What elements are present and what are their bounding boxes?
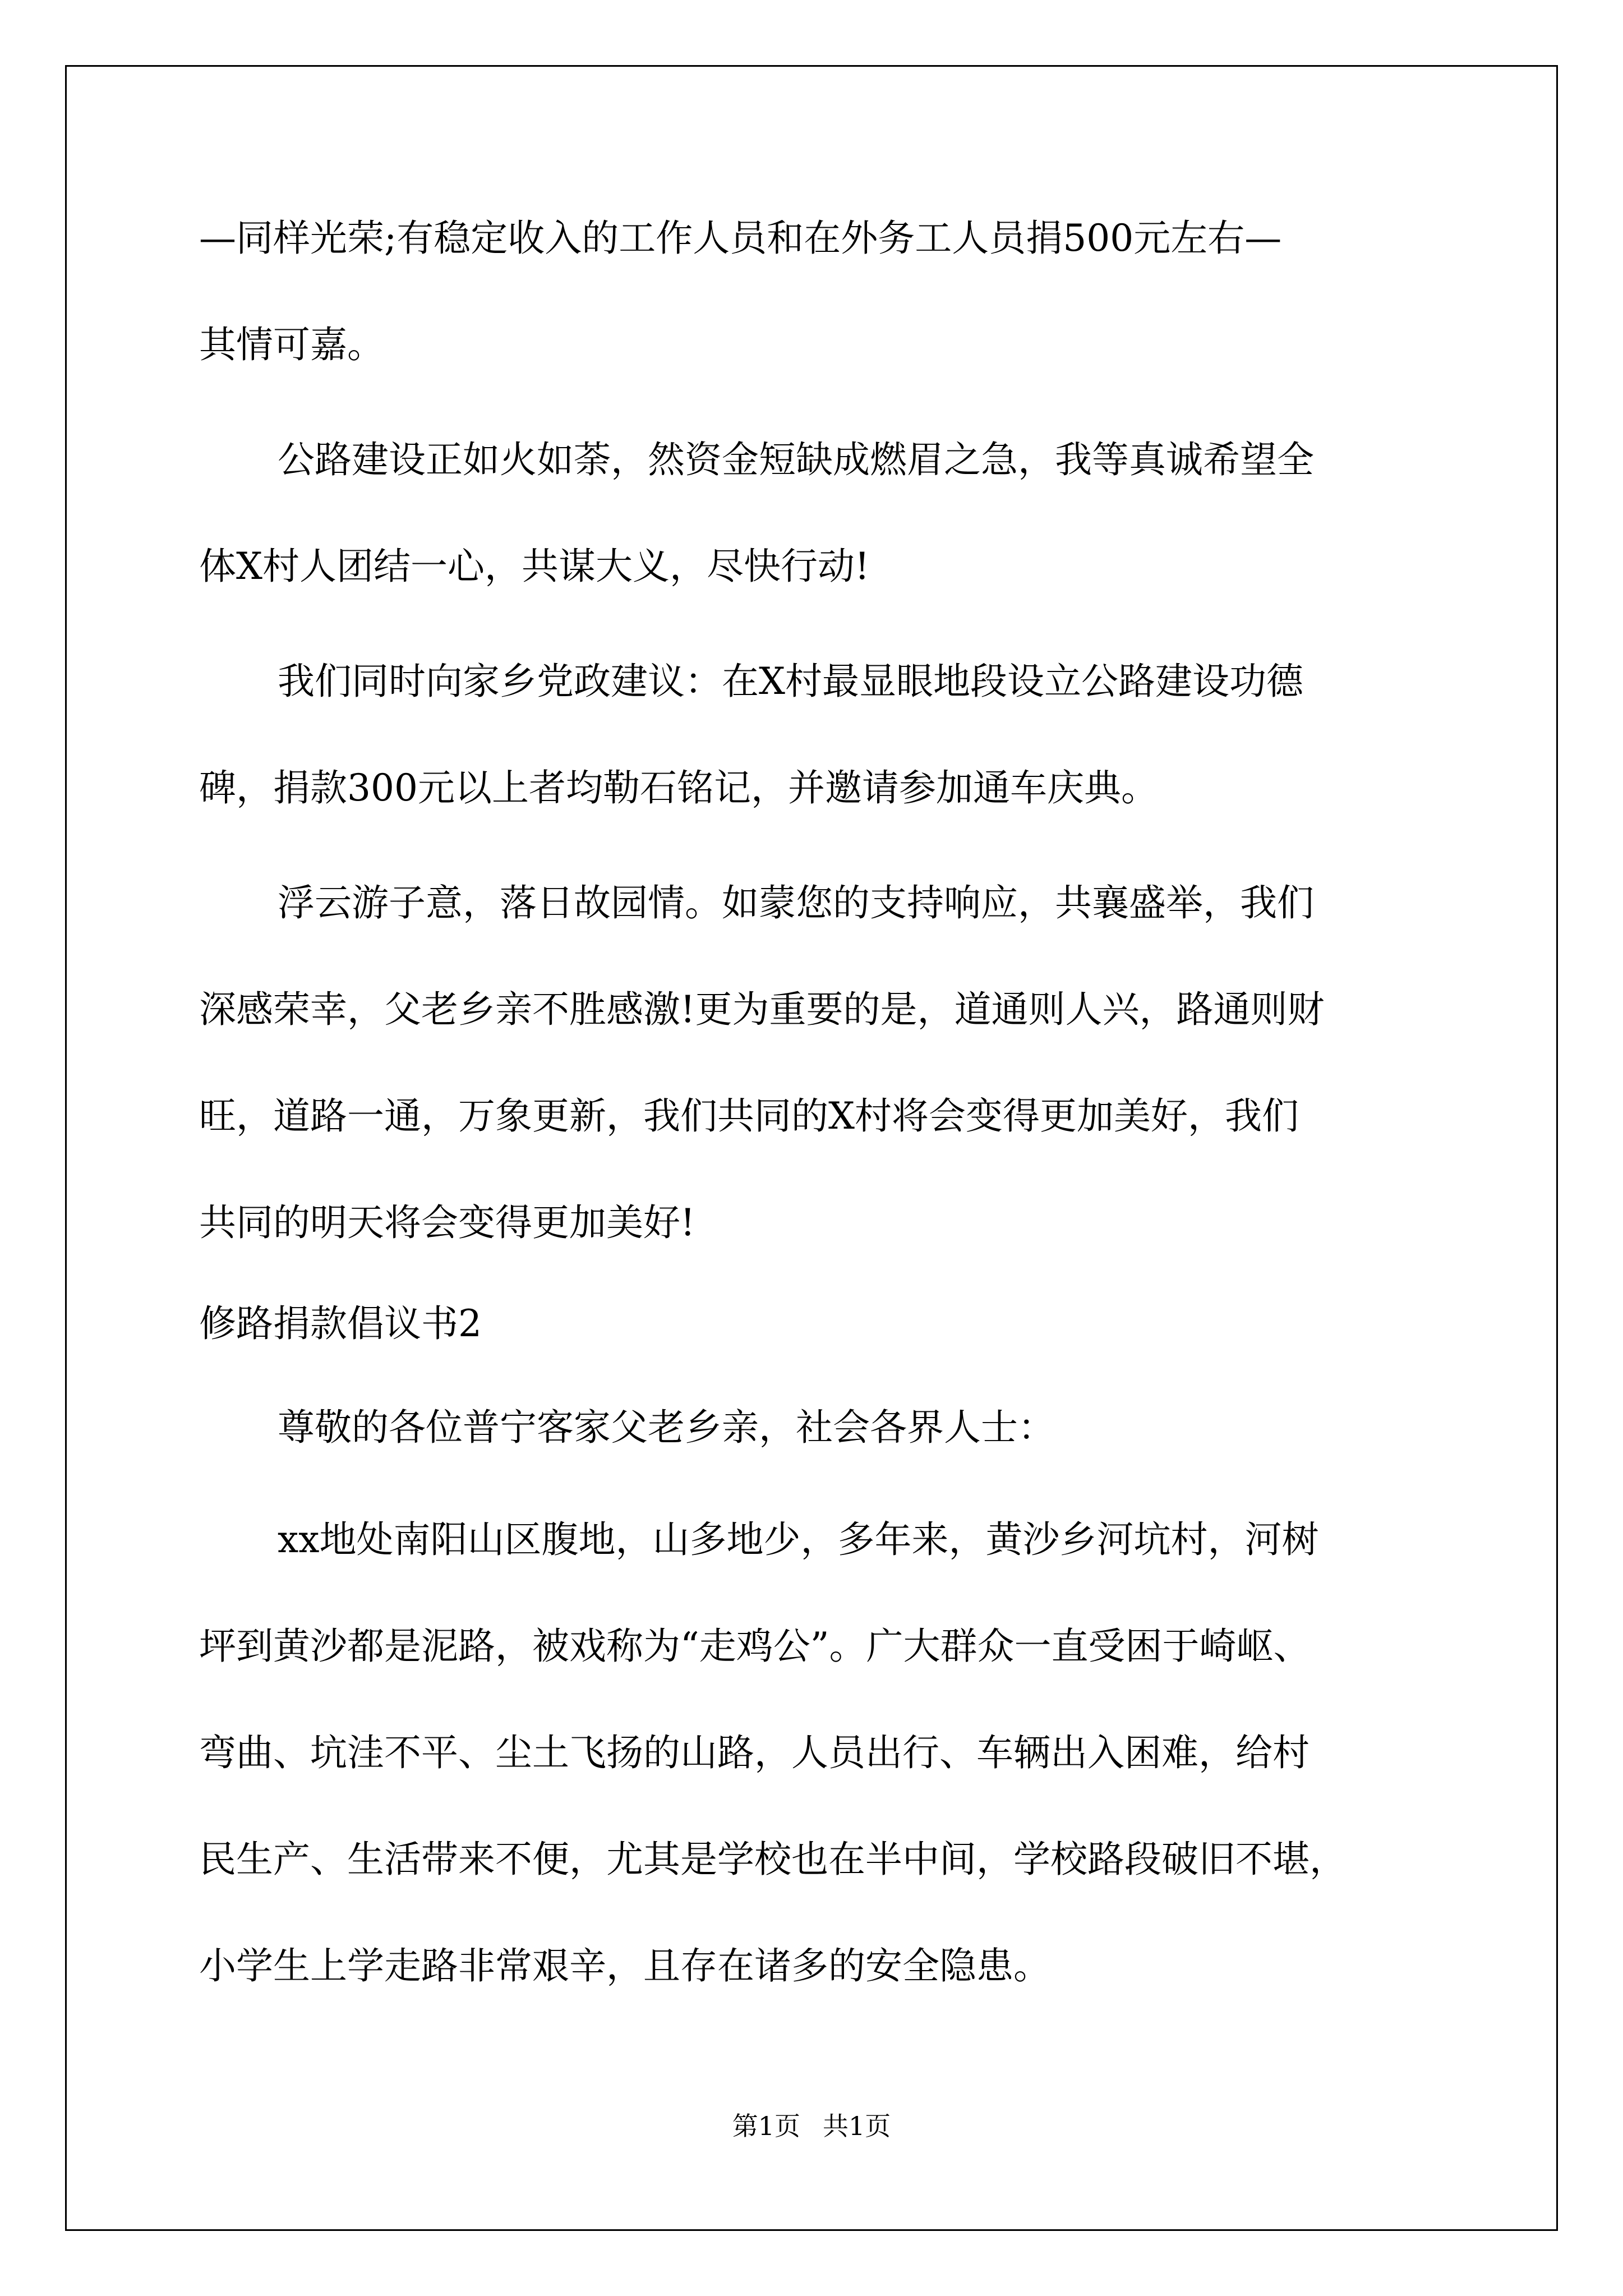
text-line: 小学生上学走路非常艰辛，且存在诸多的安全隐患。 [199,1944,1050,1987]
text-line: 民生产、生活带来不便，尤其是学校也在半中间，学校路段破旧不堪， [199,1838,1347,1881]
page-footer [0,2109,1623,2143]
text-line: 坪到黄沙都是泥路，被戏称为“走鸡公”。广大群众一直受困于崎岖、 [199,1625,1311,1668]
page-total: 共1页 [823,2111,891,2141]
salutation: 尊敬的各位普宁客家父老乡亲，社会各界人士： [278,1406,1055,1449]
text-line: 共同的明天将会变得更加美好! [199,1201,695,1244]
text-line: 弯曲、坑洼不平、尘土飞扬的山路，人员出行、车辆出入困难，给村 [199,1731,1310,1774]
page-border [65,65,1558,2231]
text-line: 碑，捐款300元以上者均勒石铭记，并邀请参加通车庆典。 [199,766,1158,809]
page-number: 第1页 [732,2111,800,2141]
section-heading: 修路捐款倡议书2 [199,1302,482,1345]
text-line: —同样光荣;有稳定收入的工作人员和在外务工人员捐500元左右— [199,217,1282,260]
text-line: 浮云游子意，落日故园情。如蒙您的支持响应，共襄盛举，我们 [278,881,1314,924]
text-line: 我们同时向家乡党政建议：在X村最显眼地段设立公路建设功德 [278,660,1303,703]
text-line: xx地处南阳山区腹地，山多地少，多年来，黄沙乡河坑村，河树 [278,1518,1319,1561]
text-line: 其情可嘉。 [199,323,384,366]
text-line: 公路建设正如火如荼，然资金短缺成燃眉之急，我等真诚希望全 [278,438,1314,481]
text-line: 体X村人团结一心，共谋大义，尽快行动! [199,545,870,588]
text-line: 旺，道路一通，万象更新，我们共同的X村将会变得更加美好，我们 [199,1094,1299,1138]
text-line: 深感荣幸，父老乡亲不胜感激!更为重要的是，道通则人兴，路通则财 [199,988,1325,1031]
